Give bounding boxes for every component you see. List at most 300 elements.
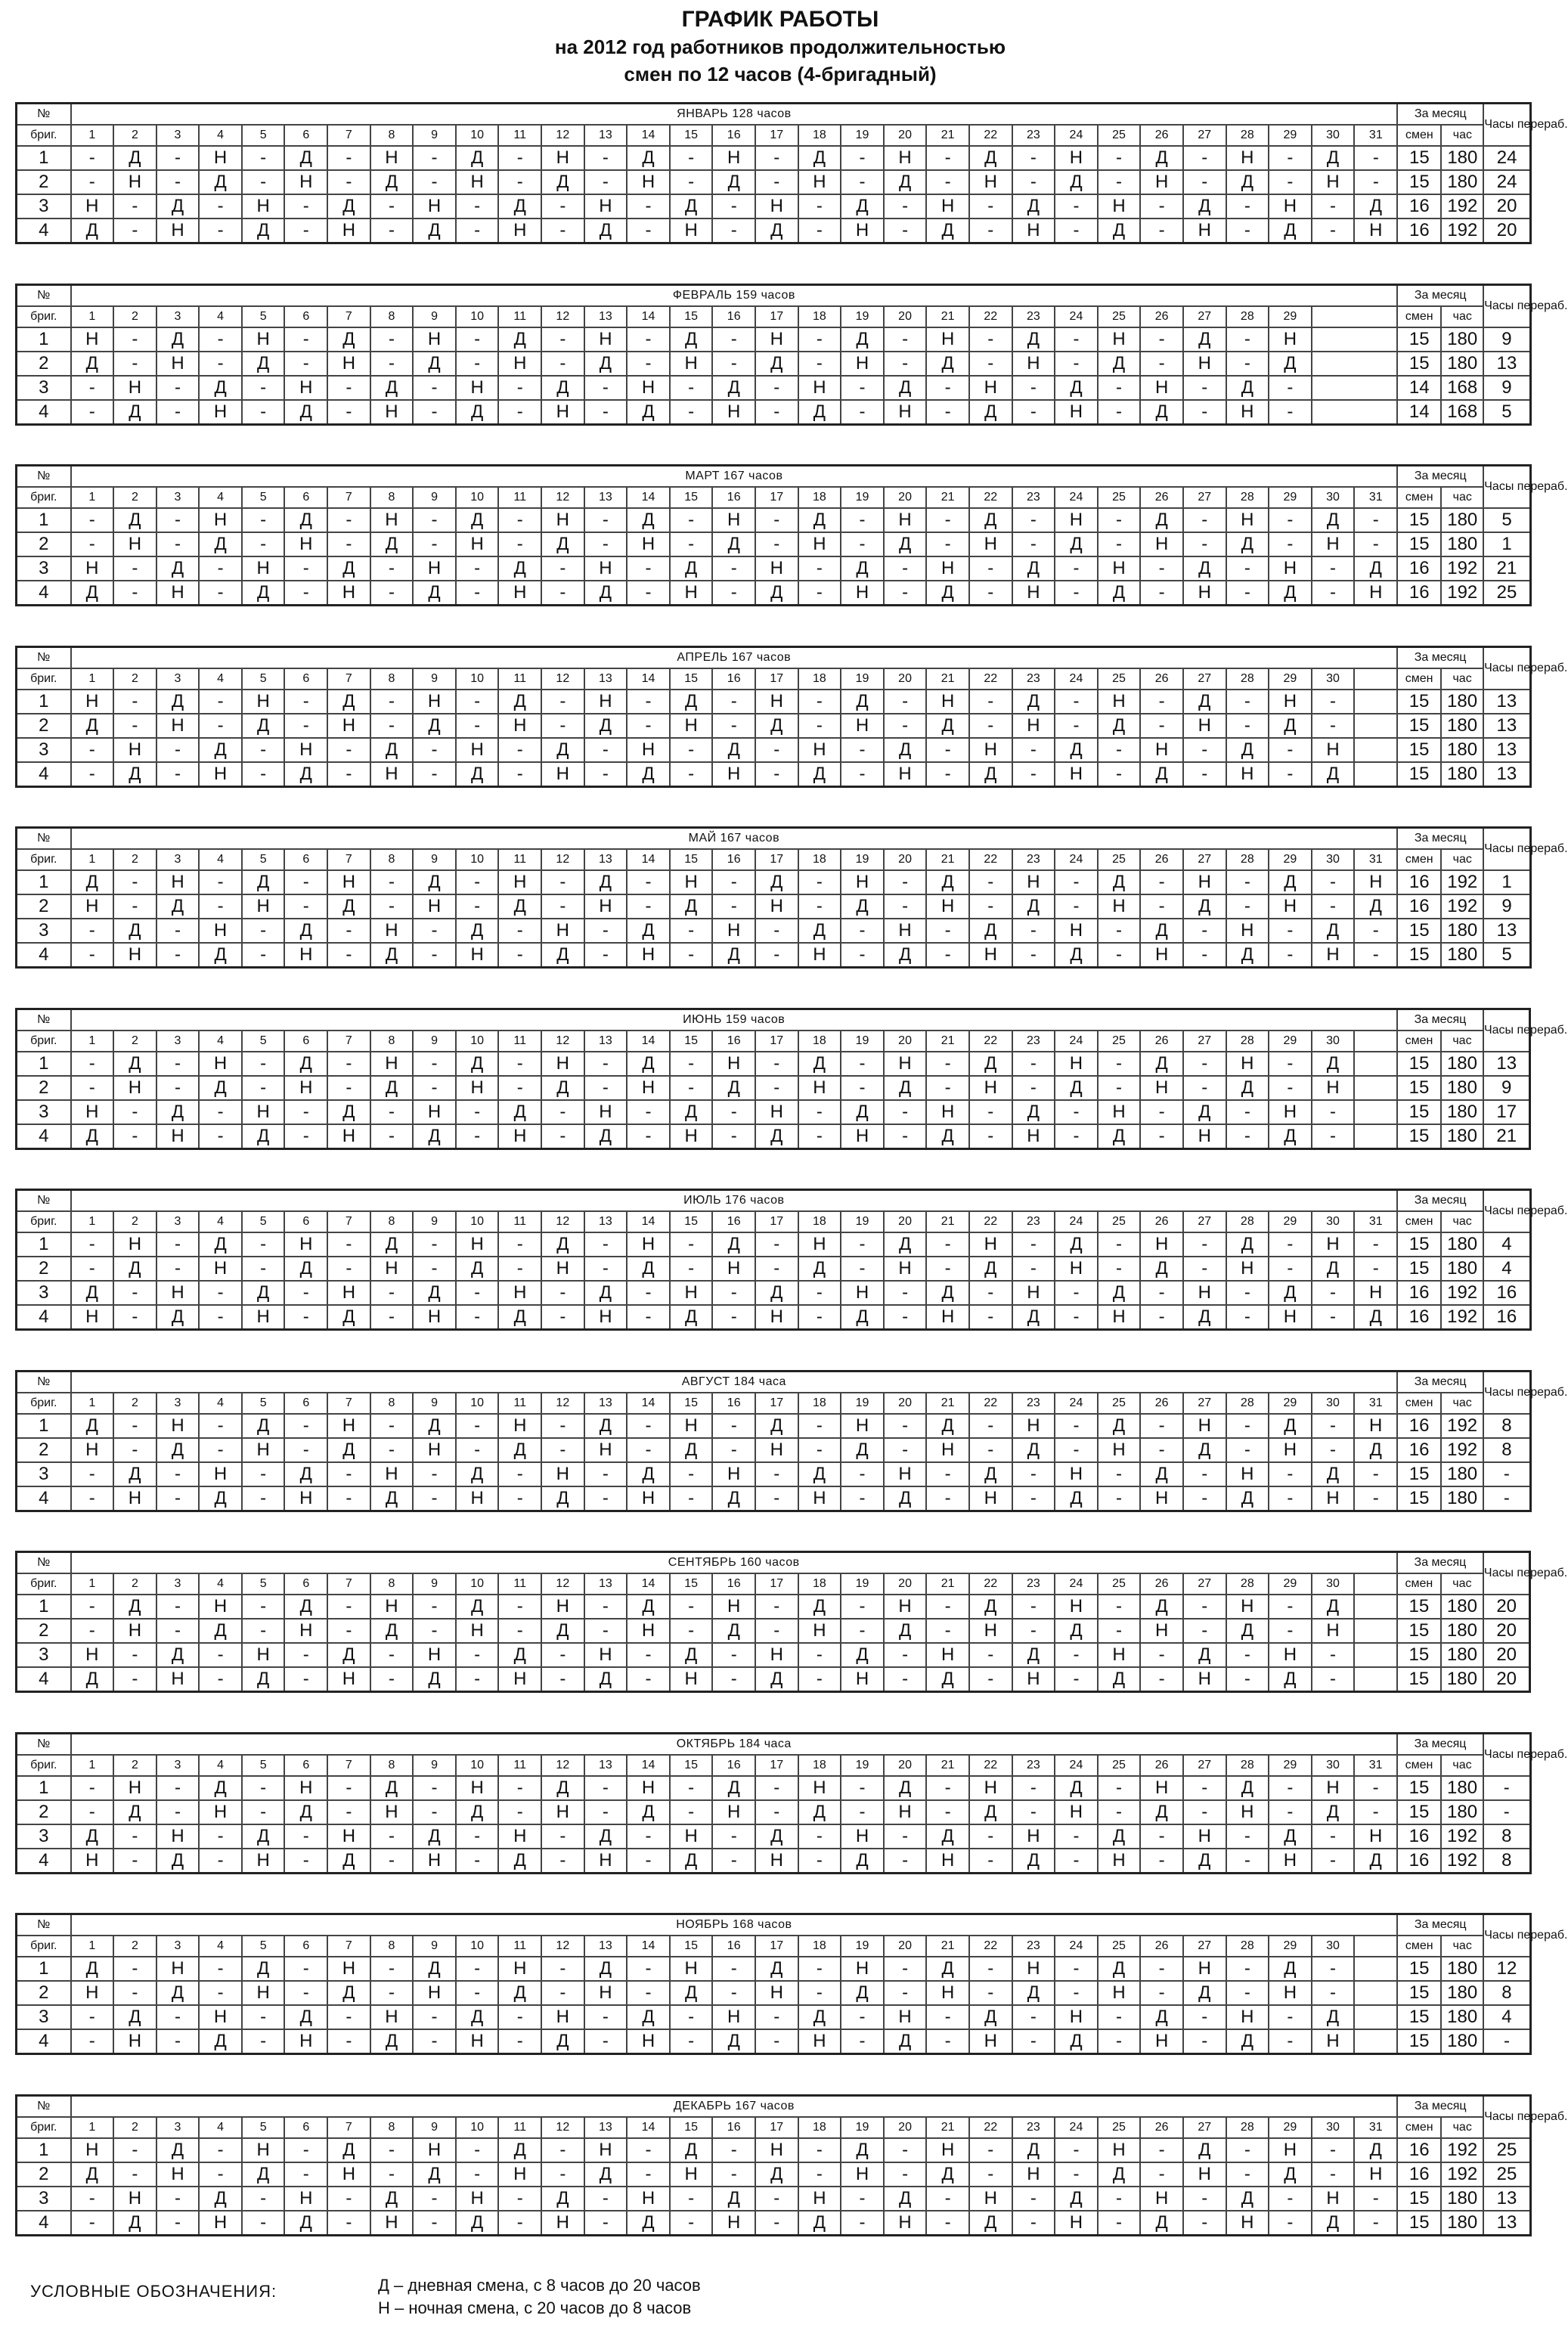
- day-number: 23: [1012, 668, 1055, 690]
- shift-cell: Д: [1012, 327, 1055, 352]
- shift-cell: Д: [926, 1124, 969, 1149]
- shift-cell: Н: [413, 690, 456, 714]
- shift-cell: -: [584, 943, 628, 968]
- shift-cell: Д: [798, 146, 841, 170]
- hour-count: 192: [1441, 2138, 1483, 2162]
- day-number: 1: [71, 849, 114, 870]
- shift-cell: -: [670, 508, 713, 532]
- shift-cell: -: [242, 2211, 285, 2236]
- day-number: 30: [1312, 487, 1355, 508]
- day-number: 10: [456, 306, 499, 327]
- hour-count: 192: [1441, 1281, 1483, 1305]
- brigade-number-header: №: [17, 2096, 71, 2118]
- shift-cell: Н: [584, 1643, 628, 1667]
- shift-cell: Д: [1312, 1257, 1355, 1281]
- shift-cell: -: [969, 581, 1012, 606]
- shift-cell: Д: [1226, 1076, 1269, 1100]
- shift-cell: -: [327, 1232, 370, 1257]
- shift-cell: -: [755, 1462, 798, 1486]
- day-number: 9: [413, 1031, 456, 1052]
- shift-cell: -: [627, 2138, 670, 2162]
- shift-cell: Н: [413, 1438, 456, 1462]
- day-number: 30: [1312, 668, 1355, 690]
- shift-cell: Д: [1098, 1667, 1141, 1692]
- shift-cell: Н: [113, 1776, 156, 1800]
- brigade-row: [17, 738, 1531, 762]
- shift-cell: Н: [584, 327, 628, 352]
- shift-cell: Д: [498, 1981, 541, 2005]
- brigade-row: [17, 1305, 1531, 1330]
- shift-cell: Д: [798, 2211, 841, 2236]
- overtime-hours: 16: [1483, 1305, 1530, 1330]
- shift-cell: Д: [113, 919, 156, 943]
- shift-cell: Д: [1312, 1052, 1355, 1076]
- shift-cell: Н: [584, 690, 628, 714]
- shift-cell: Н: [1098, 556, 1141, 581]
- day-number: 11: [498, 668, 541, 690]
- shift-cell: -: [413, 943, 456, 968]
- shift-cell: Д: [712, 2029, 755, 2054]
- shift-cell: Н: [413, 1643, 456, 1667]
- day-number: 24: [1055, 1936, 1098, 1957]
- shift-cell: Д: [113, 1257, 156, 1281]
- shift-cell: -: [327, 1486, 370, 1511]
- day-number-empty: [1354, 1573, 1397, 1595]
- shift-cell: -: [670, 2029, 713, 2054]
- brigade-header: бриг.: [17, 487, 71, 508]
- shift-cell: Н: [584, 2138, 628, 2162]
- day-number: 18: [798, 1211, 841, 1232]
- shift-cell-empty: [1354, 762, 1397, 787]
- shift-cell: Д: [884, 376, 927, 400]
- overtime-hours: 8: [1483, 1824, 1530, 1849]
- shift-cell: -: [1055, 219, 1098, 243]
- brigade-header: бриг.: [17, 1031, 71, 1052]
- day-number: 30: [1312, 2117, 1355, 2138]
- day-number: 17: [755, 2117, 798, 2138]
- shift-cell: -: [413, 762, 456, 787]
- shift-cell: -: [1012, 2187, 1055, 2211]
- shift-cell: Н: [1183, 1124, 1226, 1149]
- shift-cell: Д: [456, 1052, 499, 1076]
- shift-cell-empty: [1354, 2029, 1397, 2054]
- brigade-number: 3: [17, 919, 71, 943]
- shift-cell: -: [884, 194, 927, 219]
- shift-cell: Н: [71, 1100, 114, 1124]
- shift-cell: Н: [884, 508, 927, 532]
- shift-count: 16: [1397, 556, 1441, 581]
- shift-cell: -: [841, 1462, 884, 1486]
- overtime-hours: 24: [1483, 170, 1530, 194]
- hour-count: 180: [1441, 146, 1483, 170]
- overtime-hours: 8: [1483, 1981, 1530, 2005]
- hour-count: 180: [1441, 1800, 1483, 1824]
- overtime-hours: 13: [1483, 690, 1530, 714]
- day-number: 17: [755, 487, 798, 508]
- shift-cell: -: [413, 1595, 456, 1619]
- shift-cell: Д: [156, 327, 200, 352]
- shift-cell: Н: [71, 1438, 114, 1462]
- shift-cell: -: [884, 219, 927, 243]
- shift-cell: Д: [1140, 2005, 1183, 2029]
- shift-cell: Н: [199, 508, 242, 532]
- shift-cell: -: [884, 1438, 927, 1462]
- shift-cell: -: [284, 352, 327, 376]
- shift-cell: -: [584, 400, 628, 425]
- day-number-row: [17, 306, 1531, 327]
- shift-cell: -: [413, 2029, 456, 2054]
- shift-cell: -: [113, 1281, 156, 1305]
- shift-cell: Н: [1140, 1776, 1183, 1800]
- day-number: 6: [284, 1755, 327, 1776]
- shift-cell: Н: [284, 1076, 327, 1100]
- shift-cell: Н: [71, 690, 114, 714]
- day-number: 17: [755, 125, 798, 146]
- hour-count: 168: [1441, 376, 1483, 400]
- shift-cell: -: [798, 1824, 841, 1849]
- day-number: 30: [1312, 1573, 1355, 1595]
- shift-cell: Н: [712, 1052, 755, 1076]
- day-number: 24: [1055, 306, 1098, 327]
- shift-cell: Н: [456, 376, 499, 400]
- shift-cell: Д: [798, 919, 841, 943]
- day-number: 26: [1140, 306, 1183, 327]
- shift-cell: Н: [627, 532, 670, 556]
- shift-cell: -: [156, 1619, 200, 1643]
- shift-cell: -: [370, 581, 414, 606]
- shift-cell: -: [798, 1100, 841, 1124]
- shift-cell: -: [841, 1257, 884, 1281]
- month-title: МАЙ 167 часов: [71, 828, 1398, 850]
- day-number-empty: [1354, 668, 1397, 690]
- shift-cell: -: [156, 1232, 200, 1257]
- day-number: 4: [199, 1031, 242, 1052]
- shift-cell: -: [841, 170, 884, 194]
- shift-cell: -: [1312, 1414, 1355, 1438]
- shift-cell: Д: [1312, 1800, 1355, 1824]
- shift-cell: -: [755, 1052, 798, 1076]
- shift-cell: Д: [156, 894, 200, 919]
- shift-cell: Н: [670, 870, 713, 894]
- shift-count: 15: [1397, 690, 1441, 714]
- day-number: 19: [841, 1755, 884, 1776]
- shift-cell: Д: [755, 1414, 798, 1438]
- shift-cell: Н: [755, 1438, 798, 1462]
- shift-cell: -: [284, 1981, 327, 2005]
- shift-cell: -: [1098, 2005, 1141, 2029]
- shift-cell: Д: [1312, 762, 1355, 787]
- shift-cell: -: [841, 2187, 884, 2211]
- day-number: 13: [584, 668, 628, 690]
- shift-cell: -: [71, 1232, 114, 1257]
- shift-cell-empty: [1354, 1052, 1397, 1076]
- shift-cell: Н: [1098, 894, 1141, 919]
- shift-cell: Д: [1312, 919, 1355, 943]
- shift-cell: Д: [841, 327, 884, 352]
- brigade-row: [17, 1957, 1531, 1981]
- shift-cell: -: [1183, 1595, 1226, 1619]
- shift-cell: -: [926, 146, 969, 170]
- day-number: 14: [627, 1755, 670, 1776]
- shift-count: 15: [1397, 714, 1441, 738]
- shift-cell: Н: [798, 2029, 841, 2054]
- shift-cell: -: [926, 1776, 969, 1800]
- shift-count: 15: [1397, 919, 1441, 943]
- shift-cell: Д: [1055, 943, 1098, 968]
- shift-cell: Д: [1055, 532, 1098, 556]
- shift-cell: Н: [798, 1776, 841, 1800]
- shift-cell: Н: [1269, 1849, 1312, 1874]
- shift-cell: Д: [884, 1776, 927, 1800]
- shift-cell: Д: [969, 2211, 1012, 2236]
- shift-cell: -: [1140, 1824, 1183, 1849]
- shift-cell: -: [199, 1438, 242, 1462]
- day-number: 25: [1098, 1936, 1141, 1957]
- shift-cell: -: [627, 352, 670, 376]
- shift-cell: Д: [1226, 1232, 1269, 1257]
- shift-cell: -: [1183, 1462, 1226, 1486]
- month-table: [15, 646, 1568, 788]
- shift-cell: Д: [327, 1981, 370, 2005]
- hours-header: час: [1441, 668, 1483, 690]
- shift-count: 16: [1397, 870, 1441, 894]
- day-number: 12: [541, 1936, 584, 1957]
- day-number: 10: [456, 1755, 499, 1776]
- shift-cell: -: [884, 352, 927, 376]
- shift-cell: -: [1312, 556, 1355, 581]
- shift-cell: Д: [541, 1076, 584, 1100]
- shift-cell: -: [327, 170, 370, 194]
- shift-cell: Н: [841, 1957, 884, 1981]
- shift-cell: Н: [1312, 943, 1355, 968]
- shift-cell: -: [969, 352, 1012, 376]
- shift-cell: -: [1226, 1100, 1269, 1124]
- shift-cell: Н: [541, 508, 584, 532]
- header-row: [17, 104, 1531, 126]
- day-number: 17: [755, 1031, 798, 1052]
- day-number: 6: [284, 125, 327, 146]
- shift-cell: -: [627, 1305, 670, 1330]
- brigade-row: [17, 170, 1531, 194]
- shift-cell: Н: [242, 556, 285, 581]
- shift-cell: Н: [456, 2187, 499, 2211]
- shift-cell: -: [113, 2162, 156, 2187]
- shift-cell: -: [798, 1305, 841, 1330]
- shift-cell: -: [1226, 1438, 1269, 1462]
- shift-cell: Д: [370, 1486, 414, 1511]
- shift-cell: -: [413, 1619, 456, 1643]
- brigade-number: 2: [17, 532, 71, 556]
- brigade-row: [17, 1462, 1531, 1486]
- shift-cell: -: [926, 2211, 969, 2236]
- day-number: 12: [541, 1393, 584, 1414]
- day-number: 11: [498, 1936, 541, 1957]
- hour-count: 180: [1441, 352, 1483, 376]
- month-title: ДЕКАБРЬ 167 часов: [71, 2096, 1398, 2118]
- shift-cell: -: [926, 2187, 969, 2211]
- shift-cell: -: [670, 2211, 713, 2236]
- shift-count: 15: [1397, 1052, 1441, 1076]
- shift-cell: Н: [670, 581, 713, 606]
- shift-cell: -: [670, 400, 713, 425]
- brigade-row: [17, 1849, 1531, 1874]
- shift-cell: -: [1312, 2138, 1355, 2162]
- shift-cell: Н: [370, 2005, 414, 2029]
- shift-cell: -: [841, 738, 884, 762]
- shift-cell: Н: [1012, 581, 1055, 606]
- day-number: 1: [71, 668, 114, 690]
- shift-cell: Д: [1140, 508, 1183, 532]
- shift-cell: -: [712, 581, 755, 606]
- shift-cell: -: [798, 581, 841, 606]
- shift-cell: Д: [1269, 1414, 1312, 1438]
- shift-cell: -: [755, 146, 798, 170]
- day-number: 13: [584, 306, 628, 327]
- shift-cell: Н: [541, 919, 584, 943]
- day-number: 13: [584, 1211, 628, 1232]
- shift-cell: -: [1055, 327, 1098, 352]
- shift-count: 15: [1397, 1124, 1441, 1149]
- brigade-number-header: №: [17, 1372, 71, 1393]
- shift-cell: -: [1226, 1824, 1269, 1849]
- shift-cell: Д: [1226, 376, 1269, 400]
- day-number: 2: [113, 1936, 156, 1957]
- shift-cell: Д: [712, 738, 755, 762]
- shift-cell: Н: [1012, 870, 1055, 894]
- shift-cell: -: [1098, 1052, 1141, 1076]
- day-number: 17: [755, 1755, 798, 1776]
- shift-cell: Д: [1012, 194, 1055, 219]
- shift-cell: -: [413, 2211, 456, 2236]
- day-number: 24: [1055, 1573, 1098, 1595]
- month-block: [15, 1732, 1568, 1874]
- shift-cell: -: [841, 2005, 884, 2029]
- shift-cell: -: [1312, 1643, 1355, 1667]
- shift-cell: -: [113, 1667, 156, 1692]
- shift-cell: -: [884, 581, 927, 606]
- shift-cell: Д: [1140, 2211, 1183, 2236]
- hours-header: час: [1441, 1573, 1483, 1595]
- shift-cell: Д: [926, 1957, 969, 1981]
- shift-cell: -: [712, 1305, 755, 1330]
- shift-cell: -: [156, 2005, 200, 2029]
- shift-cell: -: [71, 1257, 114, 1281]
- shift-cell: -: [1140, 1849, 1183, 1874]
- day-number: 8: [370, 1211, 414, 1232]
- shift-cell: -: [1012, 508, 1055, 532]
- shift-cell: -: [1055, 1667, 1098, 1692]
- month-block: [15, 102, 1568, 244]
- day-number: 28: [1226, 1573, 1269, 1595]
- shift-cell: Н: [798, 1486, 841, 1511]
- shift-cell: Д: [670, 1438, 713, 1462]
- shift-cell: -: [456, 327, 499, 352]
- shift-cell: -: [327, 1595, 370, 1619]
- shift-cell: -: [1312, 2162, 1355, 2187]
- shift-cell: -: [498, 2029, 541, 2054]
- shift-cell: Н: [113, 532, 156, 556]
- shift-cell: -: [969, 1281, 1012, 1305]
- shift-cell: Н: [1269, 894, 1312, 919]
- shifts-header: смен: [1397, 1211, 1441, 1232]
- overtime-hours: 4: [1483, 2005, 1530, 2029]
- day-number: 12: [541, 1211, 584, 1232]
- shift-cell: Д: [1055, 1619, 1098, 1643]
- shift-cell: -: [1098, 2029, 1141, 2054]
- shift-cell: -: [584, 1619, 628, 1643]
- shift-cell: -: [199, 352, 242, 376]
- shift-cell: -: [156, 146, 200, 170]
- shift-cell: Д: [199, 532, 242, 556]
- day-number: 28: [1226, 487, 1269, 508]
- title-line-1: ГРАФИК РАБОТЫ: [681, 7, 879, 32]
- shift-cell: -: [1140, 352, 1183, 376]
- day-number: 11: [498, 1393, 541, 1414]
- day-number: 29: [1269, 1211, 1312, 1232]
- shift-cell: Н: [798, 943, 841, 968]
- shift-cell: Д: [627, 1257, 670, 1281]
- hour-count: 180: [1441, 738, 1483, 762]
- shift-cell-empty: [1354, 1981, 1397, 2005]
- shift-cell: -: [370, 1414, 414, 1438]
- shift-cell: -: [926, 1052, 969, 1076]
- shift-cell: Д: [1354, 194, 1397, 219]
- shift-cell: -: [926, 400, 969, 425]
- shift-cell: -: [199, 219, 242, 243]
- brigade-number: 1: [17, 146, 71, 170]
- shift-cell: Д: [242, 714, 285, 738]
- shift-cell: Д: [284, 762, 327, 787]
- shift-cell: -: [242, 1052, 285, 1076]
- shift-count: 15: [1397, 738, 1441, 762]
- shift-cell: -: [199, 2138, 242, 2162]
- shift-cell: -: [841, 943, 884, 968]
- shift-cell: -: [413, 1776, 456, 1800]
- shift-cell: -: [284, 556, 327, 581]
- shift-cell: -: [1098, 400, 1141, 425]
- shift-cell: -: [969, 1643, 1012, 1667]
- day-number: 18: [798, 1393, 841, 1414]
- day-number: 6: [284, 1573, 327, 1595]
- day-number: 24: [1055, 1211, 1098, 1232]
- shift-cell: -: [1269, 762, 1312, 787]
- brigade-number: 2: [17, 1800, 71, 1824]
- hour-count: 192: [1441, 1414, 1483, 1438]
- per-month-header: За месяц: [1397, 1552, 1483, 1574]
- day-number: 24: [1055, 1755, 1098, 1776]
- shift-cell: -: [199, 327, 242, 352]
- shift-cell: Н: [498, 1667, 541, 1692]
- shift-cell: -: [1012, 2211, 1055, 2236]
- shift-cell: -: [1055, 1100, 1098, 1124]
- shift-cell: Д: [798, 762, 841, 787]
- shift-cell: Д: [1055, 1776, 1098, 1800]
- shift-cell: Д: [242, 352, 285, 376]
- day-number: 3: [156, 1031, 200, 1052]
- shift-cell: -: [755, 1257, 798, 1281]
- day-number: 5: [242, 849, 285, 870]
- shift-cell: Н: [284, 1232, 327, 1257]
- brigade-number: 3: [17, 194, 71, 219]
- shift-cell: -: [541, 2162, 584, 2187]
- shift-cell: -: [841, 1619, 884, 1643]
- shift-cell: Н: [242, 327, 285, 352]
- shift-cell: Д: [670, 1643, 713, 1667]
- brigade-row: [17, 1824, 1531, 1849]
- shift-cell: Д: [541, 2187, 584, 2211]
- overtime-header: Часы перераб.: [1483, 1190, 1530, 1233]
- shift-cell: Н: [969, 738, 1012, 762]
